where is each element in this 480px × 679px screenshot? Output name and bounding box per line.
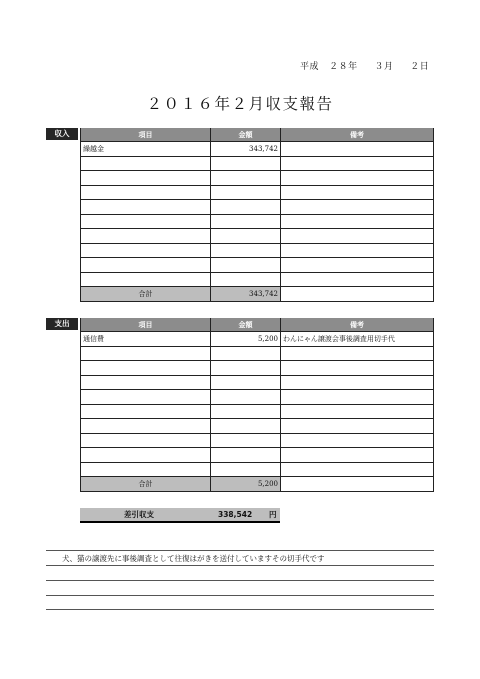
balance-label: 差引収支 (124, 510, 154, 519)
expense-cell-item (81, 390, 211, 405)
expense-row (81, 404, 434, 419)
expense-cell-amount (211, 404, 281, 419)
expense-cell-amount: 5,200 (211, 332, 281, 347)
income-cell-amount (211, 200, 281, 215)
income-row (81, 171, 434, 186)
income-total-remarks (281, 287, 434, 302)
expense-row (81, 361, 434, 376)
notes-rule (46, 565, 434, 566)
income-cell-amount: 343,742 (211, 142, 281, 157)
income-cell-remarks (281, 142, 434, 157)
income-row (81, 243, 434, 258)
date-month: ３月 (374, 62, 394, 72)
expense-cell-remarks (281, 361, 434, 376)
income-cell-amount (211, 272, 281, 287)
income-row (81, 185, 434, 200)
income-cell-amount (211, 258, 281, 273)
income-row (81, 200, 434, 215)
expense-cell-amount (211, 419, 281, 434)
income-total-row (81, 287, 434, 302)
income-cell-item (81, 200, 211, 215)
expense-cell-amount (211, 462, 281, 477)
expense-header-row (81, 318, 434, 332)
expense-row (81, 448, 434, 463)
income-cell-item (81, 156, 211, 171)
notes-rule (46, 550, 434, 551)
income-cell-item (81, 243, 211, 258)
expense-total-remarks (281, 477, 434, 492)
income-cell-item (81, 229, 211, 244)
income-col-remarks: 備考 (281, 128, 434, 142)
expense-col-remarks: 備考 (281, 318, 434, 332)
expense-cell-amount (211, 375, 281, 390)
expense-cell-item (81, 375, 211, 390)
expense-cell-item (81, 419, 211, 434)
income-header-row (81, 128, 434, 142)
income-cell-remarks (281, 200, 434, 215)
notes-rule (46, 580, 434, 581)
expense-cell-remarks (281, 462, 434, 477)
income-cell-remarks (281, 171, 434, 186)
income-row (81, 214, 434, 229)
income-row (81, 229, 434, 244)
report-date (300, 59, 429, 72)
expense-row (81, 375, 434, 390)
expense-cell-remarks: わんにゃん譲渡会事後調査用切手代 (281, 332, 434, 347)
income-cell-remarks (281, 258, 434, 273)
balance-summary (80, 508, 280, 523)
date-era: 平成 (300, 62, 320, 72)
income-cell-remarks (281, 185, 434, 200)
expense-table (80, 318, 434, 492)
note-line-1: 犬、猫の譲渡先に事後調査として往復はがきを送付していますその切手代です (62, 554, 325, 563)
expense-cell-item (81, 448, 211, 463)
expense-total-amount: 5,200 (211, 477, 281, 492)
expense-cell-item (81, 433, 211, 448)
expense-row (81, 462, 434, 477)
expense-cell-remarks (281, 390, 434, 405)
income-row (81, 156, 434, 171)
expense-cell-remarks (281, 346, 434, 361)
income-cell-remarks (281, 156, 434, 171)
expense-cell-item (81, 404, 211, 419)
income-cell-amount (211, 185, 281, 200)
balance-value: 338,542 (218, 510, 253, 519)
expense-cell-item: 通信費 (81, 332, 211, 347)
expense-cell-remarks (281, 419, 434, 434)
expense-section-tab: 支出 (46, 318, 78, 330)
income-cell-item (81, 258, 211, 273)
income-cell-amount (211, 156, 281, 171)
expense-cell-amount (211, 390, 281, 405)
expense-total-row (81, 477, 434, 492)
income-cell-remarks (281, 214, 434, 229)
income-col-amount: 金額 (211, 128, 281, 142)
income-cell-item (81, 185, 211, 200)
income-col-item: 項目 (81, 128, 211, 142)
income-cell-item (81, 171, 211, 186)
expense-row (81, 390, 434, 405)
expense-cell-remarks (281, 448, 434, 463)
date-year: ２８年 (329, 62, 358, 72)
report-title: ２０１６年２月収支報告 (146, 95, 334, 113)
income-cell-amount (211, 229, 281, 244)
income-cell-amount (211, 171, 281, 186)
income-cell-remarks (281, 243, 434, 258)
expense-cell-item (81, 361, 211, 376)
income-cell-item: 繰越金 (81, 142, 211, 157)
income-cell-remarks (281, 229, 434, 244)
income-row (81, 142, 434, 157)
income-cell-item (81, 214, 211, 229)
income-total-label: 合計 (81, 287, 211, 302)
expense-cell-item (81, 462, 211, 477)
expense-cell-amount (211, 448, 281, 463)
income-section-tab: 収入 (46, 128, 78, 140)
date-day: ２日 (410, 62, 430, 72)
expense-cell-item (81, 346, 211, 361)
expense-row (81, 346, 434, 361)
balance-unit: 円 (269, 510, 277, 519)
income-row (81, 258, 434, 273)
expense-col-amount: 金額 (211, 318, 281, 332)
expense-cell-amount (211, 361, 281, 376)
income-total-amount: 343,742 (211, 287, 281, 302)
expense-cell-remarks (281, 433, 434, 448)
expense-cell-amount (211, 433, 281, 448)
notes-rule (46, 595, 434, 596)
expense-cell-amount (211, 346, 281, 361)
expense-cell-remarks (281, 375, 434, 390)
income-cell-amount (211, 243, 281, 258)
income-cell-remarks (281, 272, 434, 287)
expense-row (81, 419, 434, 434)
expense-row (81, 332, 434, 347)
income-cell-amount (211, 214, 281, 229)
expense-col-item: 項目 (81, 318, 211, 332)
expense-total-label: 合計 (81, 477, 211, 492)
income-row (81, 272, 434, 287)
expense-cell-remarks (281, 404, 434, 419)
notes-rule (46, 609, 434, 610)
expense-row (81, 433, 434, 448)
income-cell-item (81, 272, 211, 287)
income-table (80, 128, 434, 302)
